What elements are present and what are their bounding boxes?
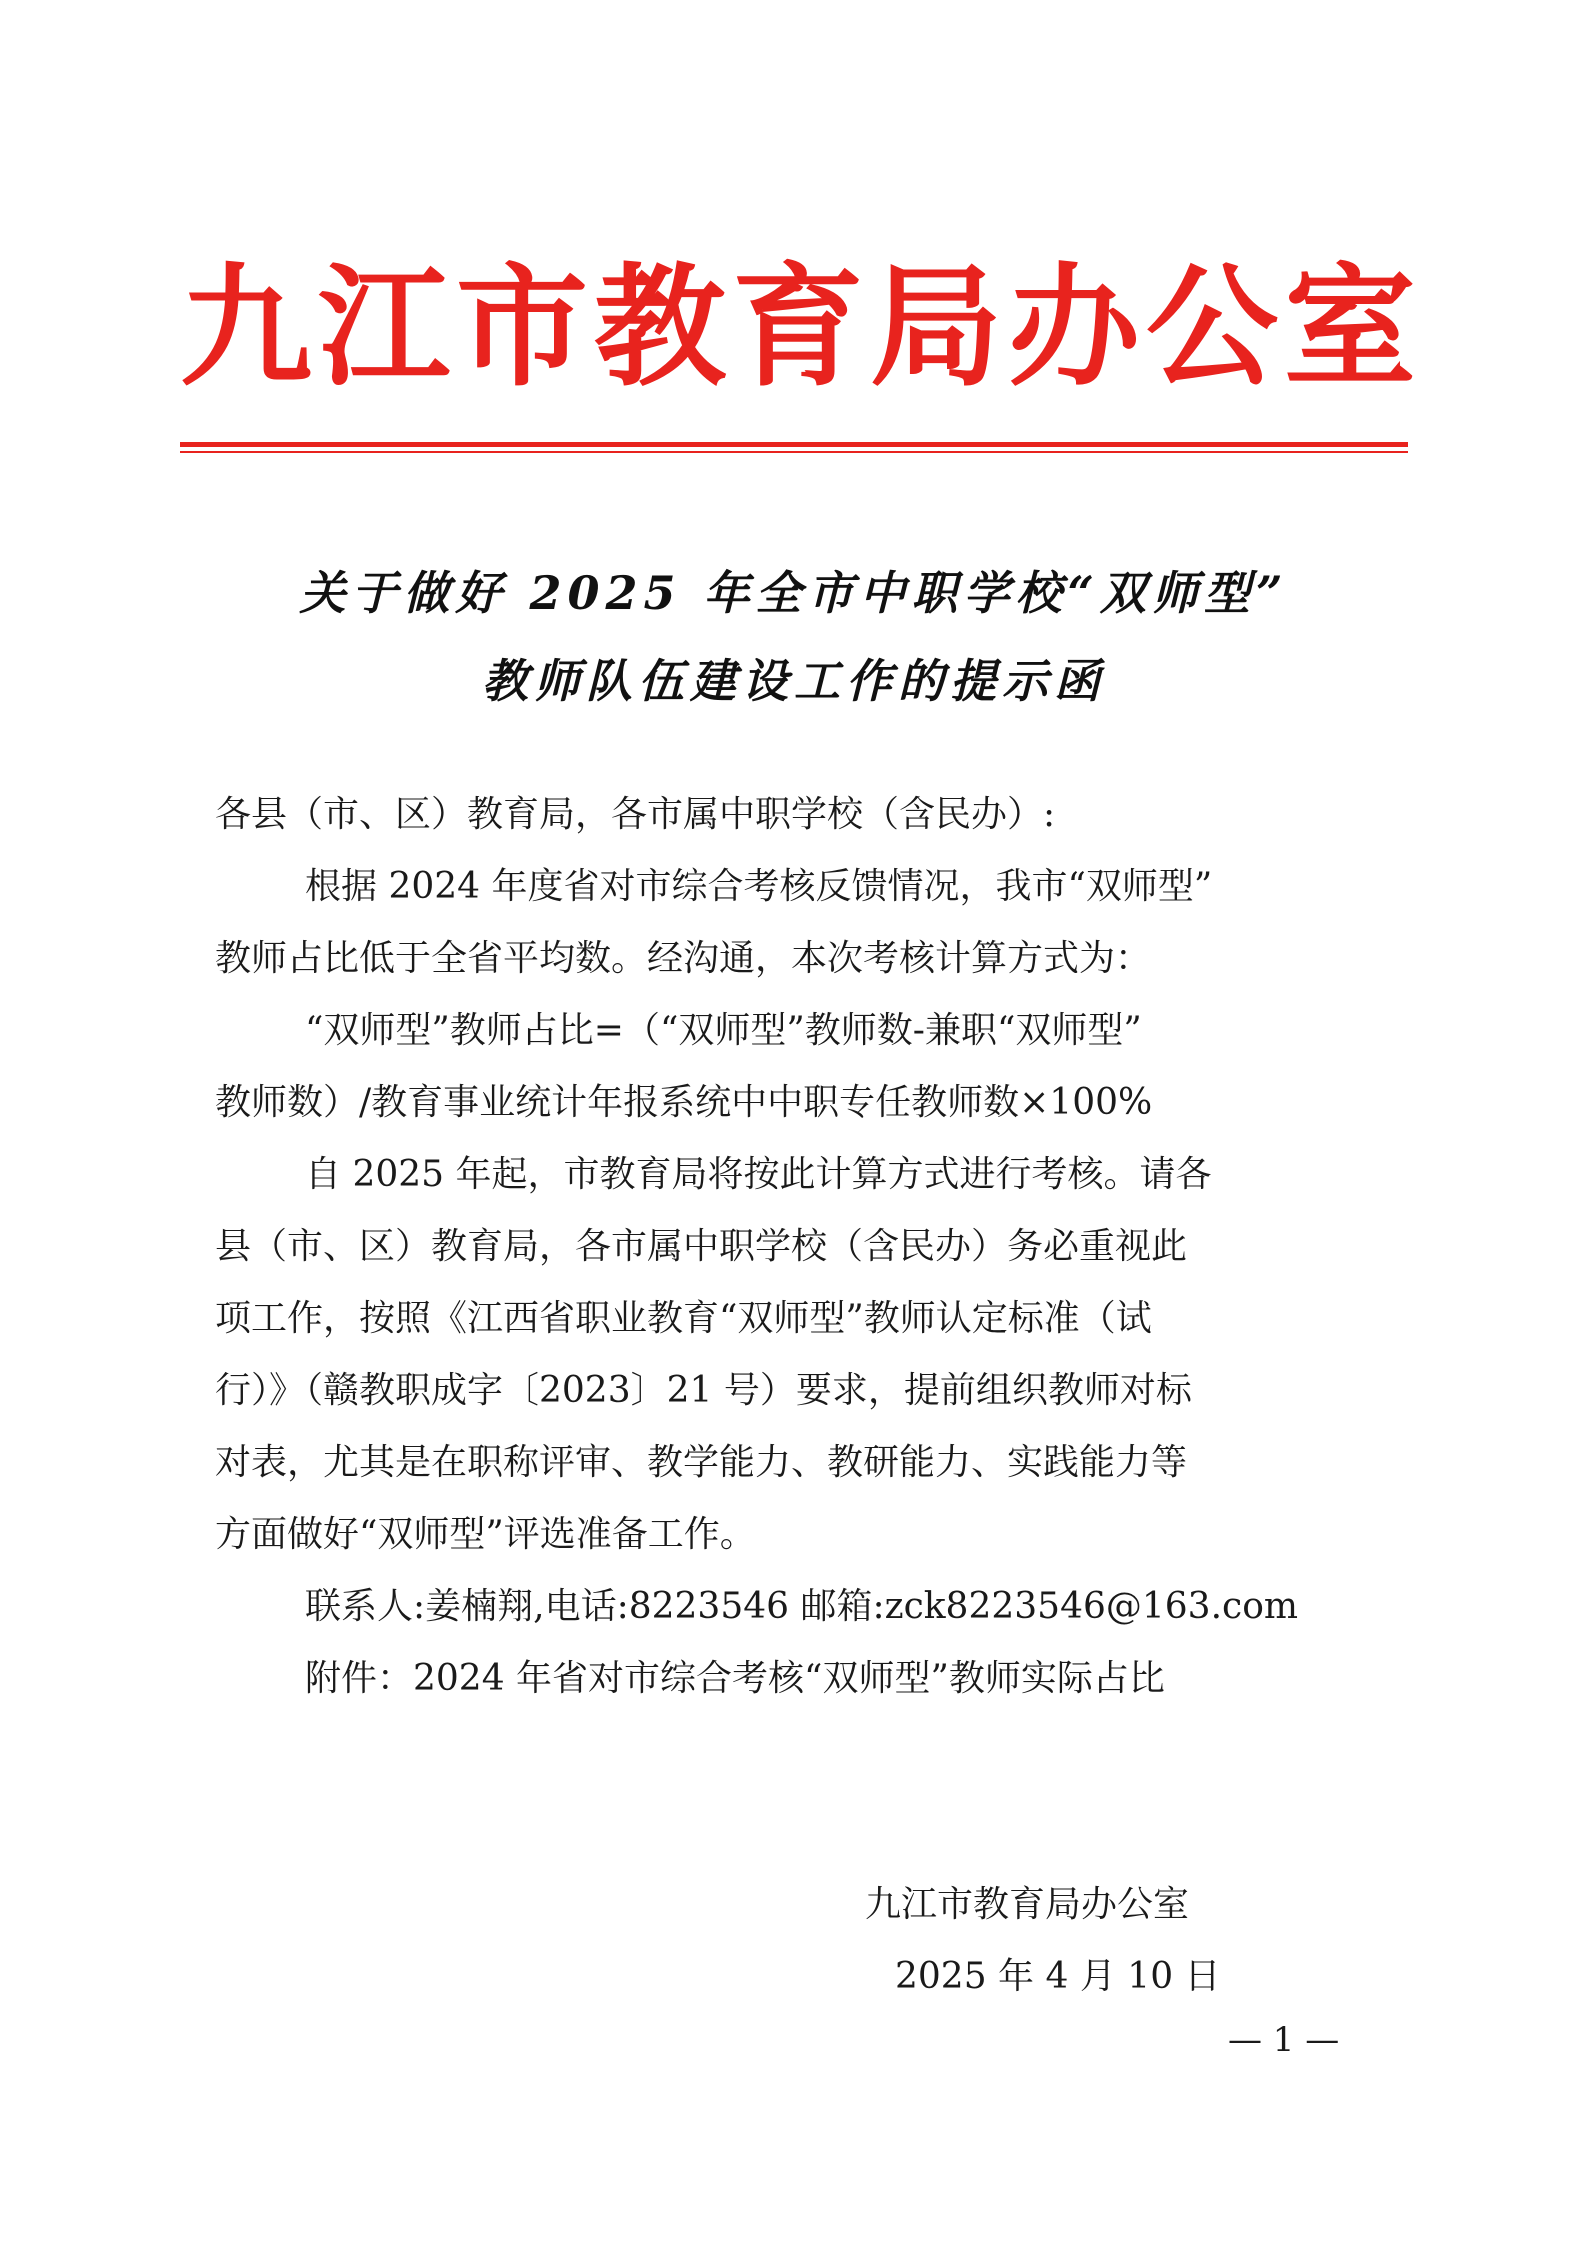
- paragraph-3-line-2: 县（市、区）教育局，各市属中职学校（含民办）务必重视此: [215, 1226, 1188, 1267]
- attachment-line: 附件：2024 年省对市综合考核“双师型”教师实际占比: [305, 1658, 1165, 1699]
- recipients-line: 各县（市、区）教育局，各市属中职学校（含民办）:: [215, 794, 1056, 835]
- contact-line: 联系人:姜楠翔,电话:8223546 邮箱:zck8223546@163.com: [305, 1586, 1299, 1627]
- paragraph-3-line-3: 项工作，按照《江西省职业教育“双师型”教师认定标准（试: [215, 1298, 1152, 1339]
- masthead-rule-thin: [180, 451, 1408, 453]
- document-title-line-2: 教师队伍建设工作的提示函: [482, 654, 1106, 708]
- paragraph-3-line-5: 对表，尤其是在职称评审、教学能力、教研能力、实践能力等: [215, 1442, 1188, 1483]
- formula-line-1: “双师型”教师占比=（“双师型”教师数-兼职“双师型”: [305, 1010, 1142, 1051]
- paragraph-3-line-4: 行）》（赣教职成字〔2023〕21 号）要求，提前组织教师对标: [215, 1370, 1192, 1411]
- paragraph-3-line-1: 自 2025 年起，市教育局将按此计算方式进行考核。请各: [305, 1154, 1212, 1195]
- issuer-name: 九江市教育局办公室: [865, 1884, 1190, 1925]
- formula-line-2: 教师数）/教育事业统计年报系统中中职专任教师数×100%: [215, 1082, 1153, 1123]
- page-number: — 1 —: [1228, 2020, 1340, 2060]
- masthead-title: 九江市教育局办公室: [180, 250, 1422, 405]
- paragraph-1-line-1: 根据 2024 年度省对市综合考核反馈情况，我市“双师型”: [305, 866, 1213, 907]
- paragraph-3-line-6: 方面做好“双师型”评选准备工作。: [215, 1514, 756, 1555]
- paragraph-1-line-2: 教师占比低于全省平均数。经沟通，本次考核计算方式为：: [215, 938, 1152, 979]
- masthead-rule-thick: [180, 442, 1408, 447]
- document-title-line-1: 关于做好 2025 年全市中职学校“双师型”: [299, 566, 1289, 620]
- issue-date: 2025 年 4 月 10 日: [895, 1956, 1221, 1997]
